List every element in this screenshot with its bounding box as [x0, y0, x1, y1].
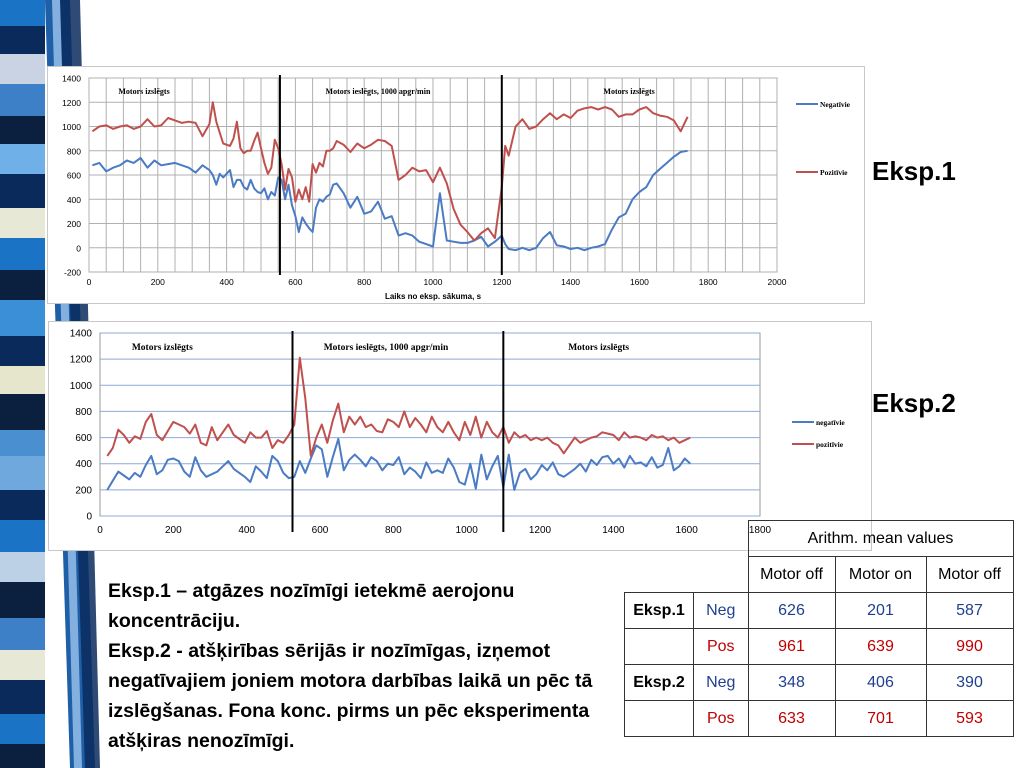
x-tick-label: 2000	[767, 277, 787, 287]
y-tick-label: 800	[66, 146, 81, 157]
row-exp-label	[625, 629, 694, 665]
x-tick-label: 800	[384, 525, 402, 536]
x-tick-label: 1200	[492, 277, 512, 287]
x-tick-label: 1600	[675, 525, 698, 536]
annotation-label: Motors ieslēgts, 1000 apgr/min	[325, 87, 431, 97]
y-tick-label: 1400	[62, 73, 81, 84]
chart-eksp2-svg	[49, 322, 871, 550]
y-tick-label: 0	[76, 243, 81, 254]
legend-label: Pozitīvie	[820, 168, 848, 177]
legend-label: Negatīvie	[820, 100, 850, 109]
row-exp-label	[625, 701, 694, 737]
legend-label: negatīvie	[816, 418, 845, 427]
y-tick-label: 400	[66, 194, 81, 205]
x-tick-label: 0	[86, 277, 92, 287]
x-tick-label: 1000	[455, 525, 478, 536]
table-cell: 990	[926, 629, 1013, 665]
table-cell: 201	[835, 593, 926, 629]
y-tick-label: -200	[63, 267, 81, 278]
exp1-label: Eksp.1	[872, 156, 956, 186]
y-tick-label: 200	[75, 485, 92, 497]
chart-eksp2	[48, 321, 872, 551]
exp2-label: Eksp.2	[872, 388, 956, 418]
annotation-label: Motors izslēgts	[131, 343, 193, 354]
table-cell: 639	[835, 629, 926, 665]
row-exp-label: Eksp.2	[625, 665, 694, 701]
row-type-label: Pos	[694, 629, 749, 665]
x-tick-label: 1400	[602, 525, 625, 536]
table-cell: 633	[748, 701, 835, 737]
summary-line-1: Eksp.1 – atgāzes nozīmīgi ietekmē aerojonu koncentrāciju.	[108, 580, 515, 632]
table-row	[625, 701, 1014, 737]
table-cell: 593	[926, 701, 1013, 737]
x-tick-label: 1800	[748, 525, 772, 536]
table-cell: 626	[748, 593, 835, 629]
x-tick-label: 600	[311, 525, 329, 536]
y-tick-label: 1000	[69, 380, 92, 392]
y-tick-label: 600	[66, 170, 81, 181]
annotation-label: Motors izslēgts	[603, 87, 655, 97]
y-tick-label: 600	[75, 433, 92, 445]
x-tick-label: 200	[164, 525, 182, 536]
chart-eksp1-svg	[48, 67, 864, 303]
x-tick-label: 1600	[629, 277, 649, 287]
table-cell: 961	[748, 629, 835, 665]
x-tick-label: 1200	[528, 525, 552, 536]
y-tick-label: 0	[86, 511, 92, 523]
table-cell: 587	[926, 593, 1013, 629]
x-tick-label: 1400	[561, 277, 581, 287]
x-tick-label: 1800	[698, 277, 718, 287]
table-cell: 406	[835, 665, 926, 701]
x-tick-label: 600	[288, 277, 303, 287]
y-tick-label: 1200	[62, 97, 81, 108]
summary-text	[108, 576, 628, 756]
table-cell: 390	[926, 665, 1013, 701]
x-tick-label: 400	[219, 277, 234, 287]
table-row	[625, 665, 1014, 701]
row-type-label: Pos	[694, 701, 749, 737]
x-axis-label: Laiks no eksp. sākuma, s	[384, 292, 482, 301]
x-tick-label: 800	[357, 277, 372, 287]
annotation-label: Motors izslēgts	[118, 87, 170, 97]
row-type-label: Neg	[694, 665, 749, 701]
y-tick-label: 1200	[69, 354, 92, 366]
column-header: Motor off	[748, 557, 835, 593]
y-tick-label: 1400	[69, 328, 92, 340]
column-header: Motor on	[835, 557, 926, 593]
y-tick-label: 200	[66, 219, 81, 229]
legend-label: pozitīvie	[816, 440, 844, 449]
summary-line-2: Eksp.2 - atšķirības sērijās ir nozīmīgas, izņemot negatīvajiem joniem motora darbības laikā un pēc tā izslēgšanas. Fona konc. pirms un pēc eksperimenta atšķiras nenozīmīgi.	[108, 640, 593, 752]
table-cell: 348	[748, 665, 835, 701]
x-tick-label: 1000	[423, 277, 443, 287]
table-title-row	[625, 521, 1014, 557]
y-tick-label: 800	[75, 406, 92, 418]
table-row	[625, 593, 1014, 629]
y-tick-label: 1000	[62, 122, 81, 132]
table-row	[625, 629, 1014, 665]
row-type-label: Neg	[694, 593, 749, 629]
x-tick-label: 0	[97, 525, 103, 536]
table-header-row	[625, 557, 1014, 593]
column-header: Motor off	[926, 557, 1013, 593]
annotation-label: Motors izslēgts	[568, 343, 630, 354]
mean-values-table	[624, 520, 1014, 737]
x-tick-label: 400	[238, 525, 256, 536]
x-tick-label: 200	[150, 277, 165, 287]
table-cell: 701	[835, 701, 926, 737]
table-title: Arithm. mean values	[748, 521, 1013, 557]
annotation-label: Motors ieslēgts, 1000 apgr/min	[323, 343, 449, 354]
chart-eksp1	[47, 66, 865, 304]
row-exp-label: Eksp.1	[625, 593, 694, 629]
y-tick-label: 400	[75, 459, 92, 471]
